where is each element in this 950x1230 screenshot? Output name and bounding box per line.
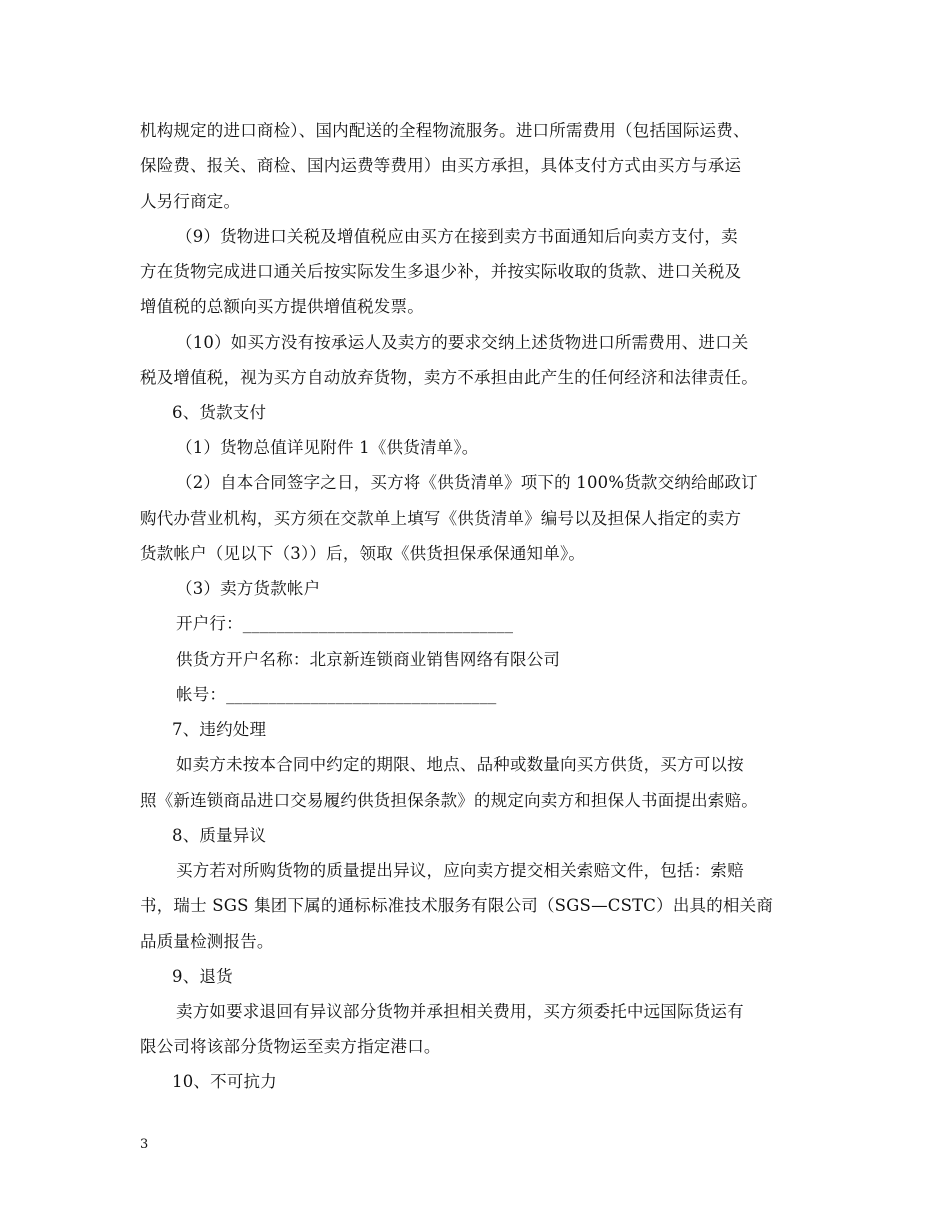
- text-line: 购代办营业机构，买方须在交款单上填写《供货清单》编号以及担保人指定的卖方: [140, 509, 742, 528]
- text-line: 照《新连锁商品进口交易履约供货担保条款》的规定向卖方和担保人书面提出索赔。: [140, 791, 758, 810]
- text-line: 增值税的总额向买方提供增值税发票。: [140, 297, 424, 316]
- text-line: （10）如买方没有按承运人及卖方的要求交纳上述货物进口所需费用、进口关: [176, 333, 749, 352]
- text-line: 货款帐户（见以下（3））后，领取《供货担保承保通知单》。: [140, 544, 586, 563]
- page-number: 3: [140, 1137, 149, 1152]
- text-line: （2）自本合同签字之日，买方将《供货清单》项下的 100%货款交纳给邮政订: [176, 473, 758, 492]
- text-line: （3）卖方货款帐户: [176, 579, 321, 598]
- text-line: 品质量检测报告。: [140, 932, 274, 951]
- account-number-line: 帐号：________________________________: [176, 685, 497, 704]
- section-heading: 8、质量异议: [172, 826, 267, 845]
- text-line: （9）货物进口关税及增值税应由买方在接到卖方书面通知后向卖方支付，卖: [176, 227, 738, 246]
- section-heading: 9、退货: [172, 967, 233, 986]
- text-line: 限公司将该部分货物运至卖方指定港口。: [140, 1037, 441, 1056]
- text-line: 书，瑞士 SGS 集团下属的通标标准技术服务有限公司（SGS—CSTC）出具的相关商: [140, 896, 774, 915]
- text-line: 方在货物完成进口通关后按实际发生多退少补，并按实际收取的货款、进口关税及: [140, 262, 742, 281]
- text-line: 税及增值税，视为买方自动放弃货物，卖方不承担由此产生的任何经济和法律责任。: [140, 368, 758, 387]
- text-line: （1）货物总值详见附件 1《供货清单》。: [176, 438, 479, 457]
- text-line: 人另行商定。: [140, 192, 241, 211]
- text-line: 保险费、报关、商检、国内运费等费用）由买方承担，具体支付方式由买方与承运: [140, 156, 742, 175]
- section-heading: 7、违约处理: [172, 720, 267, 739]
- text-line: 机构规定的进口商检）、国内配送的全程物流服务。进口所需费用（包括国际运费、: [140, 121, 750, 140]
- section-heading: 10、不可抗力: [172, 1072, 277, 1091]
- section-heading: 6、货款支付: [172, 403, 267, 422]
- text-line: 卖方如要求退回有异议部分货物并承担相关费用，买方须委托中远国际货运有: [176, 1002, 744, 1021]
- bank-field-line: 开户行：________________________________: [176, 614, 514, 633]
- account-name-line: 供货方开户名称：北京新连锁商业销售网络有限公司: [176, 650, 561, 669]
- text-line: 如卖方未按本合同中约定的期限、地点、品种或数量向买方供货，买方可以按: [176, 755, 744, 774]
- text-line: 买方若对所购货物的质量提出异议，应向卖方提交相关索赔文件，包括：索赔: [176, 861, 744, 880]
